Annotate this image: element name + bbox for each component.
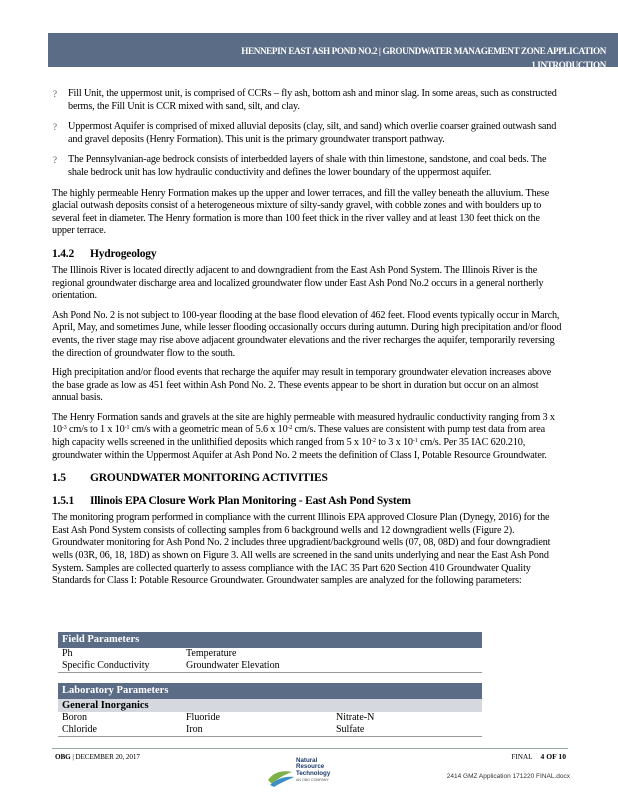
table-cell: Temperature — [186, 648, 237, 659]
section-heading-1-5-1 — [52, 495, 562, 508]
table-header: Laboratory Parameters — [58, 683, 482, 699]
footer-left: OBG | DECEMBER 20, 2017 — [55, 753, 140, 761]
table-cell: Groundwater Elevation — [186, 660, 280, 671]
table-row — [58, 660, 482, 673]
paragraph-precipitation: High precipitation and/or flood events that recharge the aquifer may result in temporary groundwater elevation increases above the base grade as low as 451 feet within Ash Pond No. 2. These events appear to be short in duration but occur on an almost annual basis. — [52, 367, 552, 404]
document-body — [52, 88, 562, 595]
footer-divider — [52, 748, 568, 749]
footer-date: DECEMBER 20, 2017 — [75, 753, 140, 761]
section-number: 1.5.1 — [52, 495, 75, 508]
bullet-text: Fill Unit, the uppermost unit, is comprised of CCRs – fly ash, bottom ash and minor slag. In some areas, such as constructed berms, the Fill Unit is CCR mixed with sand, silt, and clay. — [68, 88, 557, 112]
bullet-icon: ? — [53, 155, 57, 166]
paragraph-henry-formation: The highly permeable Henry Formation makes up the upper and lower terraces, and fill the valley beneath the alluvium. These glacial outwash deposits consist of a heterogeneous mixture of silty-sandy gravel, with cobble zones and with boulders up to several feet in diameter. The Henry formation is more than 100 feet thick in the river valley and at least 130 feet thick on the upper terrace. — [52, 187, 550, 237]
table-cell: Ph — [62, 648, 73, 659]
header-title: HENNEPIN EAST ASH POND NO.2 | GROUNDWATER MANAGEMENT ZONE APPLICATION — [241, 46, 606, 56]
table-cell: Specific Conductivity — [62, 660, 150, 671]
bullet-fill-unit — [52, 88, 562, 113]
footer-status: FINAL — [511, 753, 533, 761]
laboratory-parameters-table — [58, 683, 482, 737]
footer-org: OBG — [55, 753, 71, 761]
table-header: Field Parameters — [58, 632, 482, 648]
field-parameters-table — [58, 632, 482, 673]
table-row — [58, 648, 482, 660]
bullet-icon: ? — [53, 122, 57, 133]
section-number: 1.5 — [52, 472, 66, 485]
section-heading-1-4-2 — [52, 248, 562, 261]
table-cell: Fluoride — [186, 712, 220, 723]
footer-right — [511, 752, 566, 761]
section-heading-1-5 — [52, 472, 562, 485]
running-header — [48, 33, 618, 70]
bullet-icon: ? — [53, 89, 57, 99]
section-title: Hydrogeology — [90, 247, 157, 260]
footer-page-number: 4 OF 10 — [540, 752, 566, 761]
table-subheader: General Inorganics — [58, 699, 482, 712]
table-cell: Nitrate-N — [336, 712, 375, 723]
section-title: GROUNDWATER MONITORING ACTIVITIES — [90, 472, 328, 485]
bullet-text: Uppermost Aquifer is comprised of mixed alluvial deposits (clay, silt, and sand) which overlie coarser grained outwash sand and gravel deposits (Henry Formation). This unit is the primary groundwater transport pathway. — [68, 121, 557, 145]
paragraph-monitoring-program: The monitoring program performed in compliance with the current Illinois EPA approved Closure Plan (Dynegy, 2016) for the East Ash Pond System consists of collecting samples from 6 background wells and 12 downgradient wells (Figure 2). Groundwater monitoring for Ash Pond No. 2 includes three upgradient/background wells (07, 08, 08D) and four downgradient wells (03R, 06, 18, 18D) as shown on Figure 3. All wells are screened in the sand units underlying and near the East Ash Pond System. Samples are collected quarterly to assess compliance with the IAC 35 Part 620 Section 410 Groundwater Quality Standards for Class I: Potable Resource Groundwater. Groundwater samples are analyzed for the following parameters: — [52, 512, 551, 587]
header-section: 1 INTRODUCTION — [531, 60, 606, 70]
table-cell: Sulfate — [336, 724, 365, 735]
section-number: 1.4.2 — [52, 247, 75, 260]
section-title: Illinois EPA Closure Work Plan Monitoring - East Ash Pond System — [90, 495, 411, 508]
bullet-text: The Pennsylvanian-age bedrock consists of interbedded layers of shale with thin limestone, sandstone, and coal beds. The shale bedrock unit has low hydraulic conductivity and defines the lower boundary of the uppermost aquifer. — [68, 154, 547, 178]
table-row — [58, 712, 482, 724]
bullet-uppermost-aquifer — [52, 121, 562, 146]
table-cell: Iron — [186, 724, 203, 735]
table-cell: Boron — [62, 712, 87, 723]
paragraph-conductivity: The Henry Formation sands and gravels at the site are highly permeable with measured hydraulic conductivity ranging from 3 x $10^{-3}$ cm/s to 1 x $10^{-1}$ cm/s with a geometric mean of 5.6 x $10^{-2}$ cm/s. These values are consistent with pump test data from area high capacity wells screened in the unlithified deposits which ranged from 5 x $10^{-2}$ to 3 x $10^{-1}$ cm/s. Per 35 IAC 620.210, groundwater within the Uppermost Aquifer at Ash Pond No. 2 meets the definition of Class I, Potable Resource Groundwater. — [52, 411, 555, 461]
bullet-bedrock — [52, 154, 562, 179]
paragraph-illinois-river: The Illinois River is located directly adjacent to and downgradient from the East Ash Pond System. The Illinois River is the regional groundwater discharge area and localized groundwater flow under East Ash Pond No.2 occurs in a general northerly orientation. — [52, 264, 544, 302]
footer-filename: 2414 GMZ Application 171220 FINAL.docx — [446, 773, 570, 780]
table-cell: Chloride — [62, 724, 97, 735]
table-row — [58, 724, 482, 737]
logo-text: Natural Resource Technology AN OBG COMPANY — [296, 757, 331, 783]
paragraph-flooding: Ash Pond No. 2 is not subject to 100-year flooding at the base flood elevation of 462 feet. Flood events typically occur in March, April, May, and sometimes June, while lesser flooding occasionally occurs during autumn. During high precipitation and/or flood events, the river stage may rise above adjacent groundwater elevations and the river recharges the aquifer, temporarily reversing the direction of groundwater flow to the south. — [52, 309, 562, 359]
